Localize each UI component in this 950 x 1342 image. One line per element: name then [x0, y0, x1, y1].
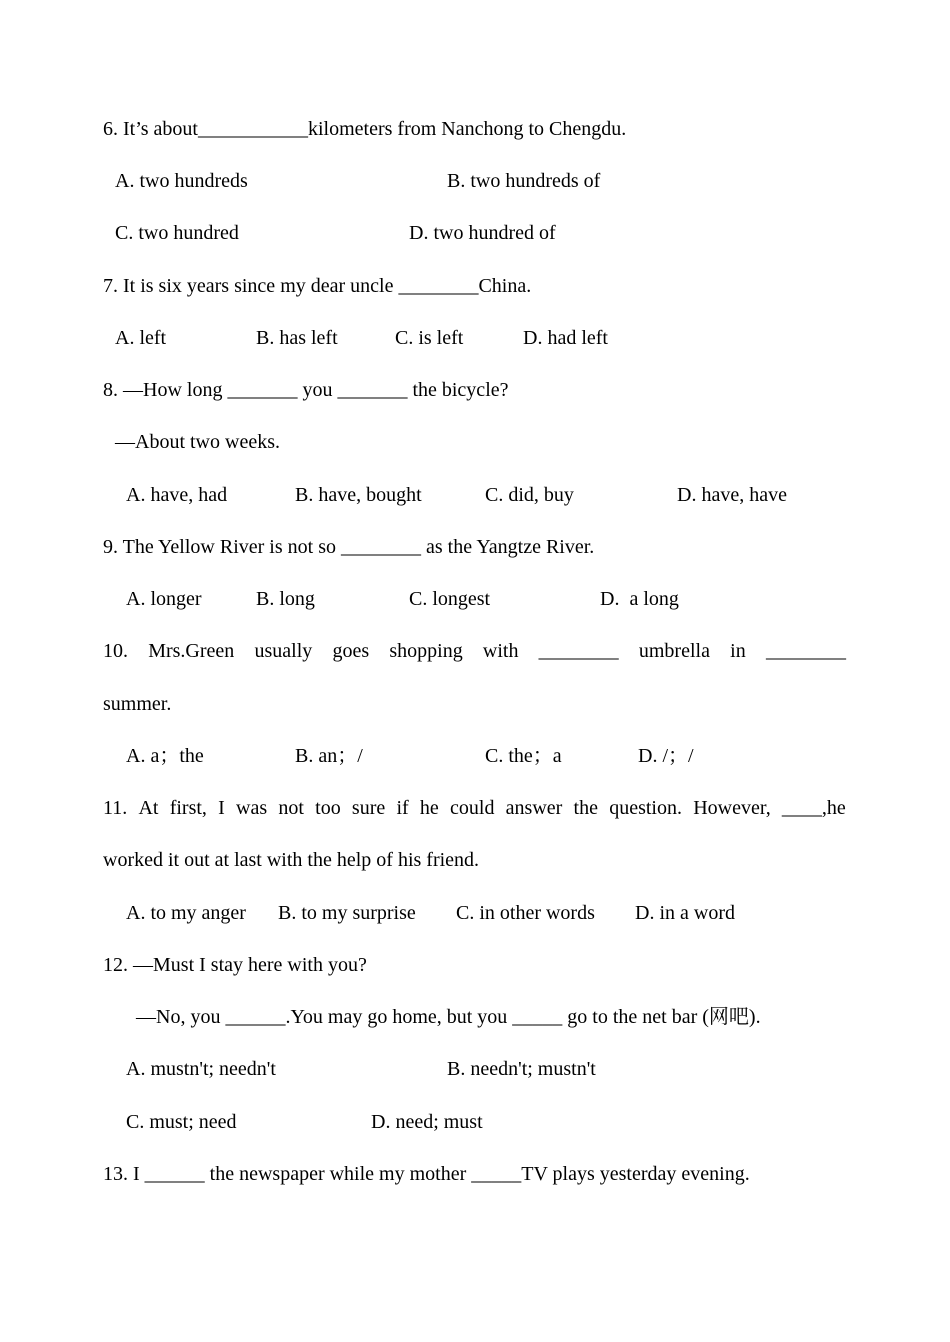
stem-word: answer [505, 797, 563, 819]
stem-word: At [138, 797, 159, 819]
stem-word: I [218, 797, 225, 819]
question-12-option-c: C. must; need [126, 1111, 237, 1133]
question-12-option-b: B. needn't; mustn't [447, 1058, 596, 1080]
question-6-stem: 6. It’s about___________kilometers from Nanchong to Chengdu. [103, 118, 627, 140]
stem-word: with [482, 640, 519, 662]
question-7-option-c: C. is left [395, 327, 464, 349]
stem-word: the [573, 797, 598, 819]
question-8-option-d: D. have, have [677, 484, 787, 506]
stem-word: not [278, 797, 304, 819]
stem-word: goes [332, 640, 370, 662]
question-9-option-a: A. longer [126, 588, 202, 610]
stem-word: sure [351, 797, 386, 819]
stem-blank: ________ [538, 640, 619, 662]
stem-word: question. [609, 797, 682, 819]
question-10-option-c: C. the；a [485, 745, 562, 767]
stem-word: usually [254, 640, 313, 662]
question-11-stem-continued: worked it out at last with the help of his friend. [103, 849, 480, 871]
question-10-option-a: A. a；the [126, 745, 204, 767]
question-13-stem: 13. I ______ the newspaper while my mother _____TV plays yesterday evening. [103, 1163, 750, 1185]
stem-blank: ________ [765, 640, 846, 662]
stem-word: 10. [103, 640, 128, 662]
stem-word: in [730, 640, 746, 662]
question-12-option-a: A. mustn't; needn't [126, 1058, 276, 1080]
question-9-stem: 9. The Yellow River is not so ________ as the Yangtze River. [103, 536, 595, 558]
question-6-option-a: A. two hundreds [115, 170, 248, 192]
question-10-stem [103, 641, 846, 661]
stem-word: could [450, 797, 495, 819]
stem-word: Mrs.Green [148, 640, 235, 662]
question-12-option-d: D. need; must [371, 1111, 483, 1133]
question-6-option-b: B. two hundreds of [447, 170, 601, 192]
question-9-option-c: C. longest [409, 588, 491, 610]
stem-word: 11. [103, 797, 128, 819]
question-7-option-a: A. left [115, 327, 167, 349]
stem-word: first, [169, 797, 207, 819]
question-7-option-b: B. has left [256, 327, 338, 349]
stem-blank: ____,he [781, 797, 846, 819]
question-9-option-d: D. a long [600, 588, 679, 610]
question-10-stem-continued: summer. [103, 693, 172, 715]
question-8-stem: 8. —How long _______ you _______ the bicycle? [103, 379, 509, 401]
question-11-option-a: A. to my anger [126, 902, 246, 924]
question-10-option-b: B. an；/ [295, 745, 363, 767]
question-8-answer-line: —About two weeks. [115, 431, 280, 453]
stem-word: However, [693, 797, 771, 819]
question-8-option-c: C. did, buy [485, 484, 574, 506]
question-6-option-d: D. two hundred of [409, 222, 556, 244]
question-12-answer-line: —No, you ______.You may go home, but you _____ go to the net bar (网吧). [136, 1006, 761, 1028]
question-12-stem: 12. —Must I stay here with you? [103, 954, 367, 976]
stem-word: shopping [389, 640, 463, 662]
question-8-option-a: A. have, had [126, 484, 228, 506]
stem-word: too [315, 797, 341, 819]
question-6-option-c: C. two hundred [115, 222, 239, 244]
question-11-option-d: D. in a word [635, 902, 735, 924]
stem-word: umbrella [638, 640, 710, 662]
question-10-option-d: D. /；/ [638, 745, 694, 767]
question-9-option-b: B. long [256, 588, 315, 610]
question-7-option-d: D. had left [523, 327, 608, 349]
question-7-stem: 7. It is six years since my dear uncle ________China. [103, 275, 532, 297]
question-8-option-b: B. have, bought [295, 484, 422, 506]
question-11-option-c: C. in other words [456, 902, 595, 924]
question-11-stem [103, 798, 846, 818]
stem-word: was [236, 797, 268, 819]
stem-word: he [419, 797, 439, 819]
stem-word: if [396, 797, 409, 819]
question-11-option-b: B. to my surprise [278, 902, 416, 924]
